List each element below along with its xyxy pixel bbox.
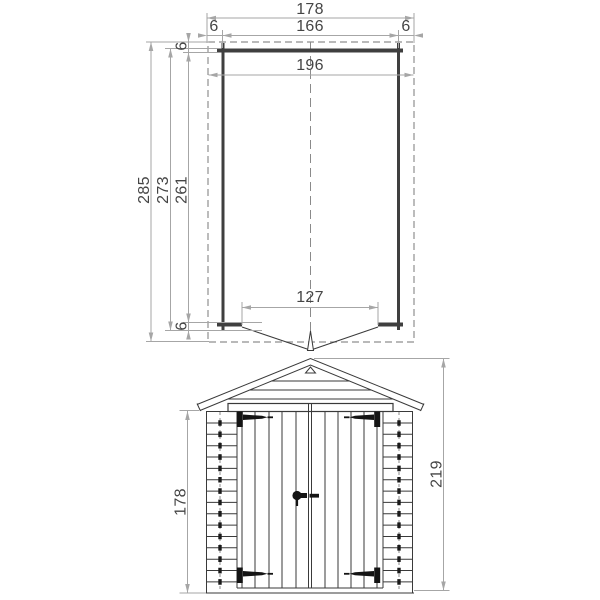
dim-inner-depth-label: 261	[173, 176, 191, 204]
dim-door-opening-label: 127	[296, 289, 324, 306]
gable-boards	[228, 381, 393, 399]
dim-rear-overhang-label: 6	[173, 41, 191, 51]
dim-wall-height-label: 178	[172, 488, 190, 516]
hinge-top-right-icon	[344, 412, 380, 428]
door-handle-icon	[292, 491, 319, 506]
dim-wall-thickness-left-label: 6	[209, 18, 219, 35]
plan-door-meeting-point	[308, 331, 314, 351]
dim-wall-thickness-right-label: 6	[401, 18, 411, 35]
door-planks	[255, 412, 364, 589]
dim-inner-width-label: 166	[296, 18, 324, 35]
hinge-bottom-right-icon	[344, 568, 380, 584]
dim-ridge-height-label: 219	[428, 460, 446, 488]
gable-vent-icon	[306, 367, 316, 373]
dim-roof-width-label: 196	[296, 57, 324, 74]
dim-outer-depth-label: 273	[155, 176, 172, 204]
dim-overall-width-label: 178	[296, 1, 324, 18]
front-elevation	[173, 359, 450, 594]
door-head-trim	[228, 404, 393, 412]
log-courses-left	[207, 423, 238, 582]
dim-total-depth-label: 285	[136, 176, 153, 204]
dim-front-overhang-label: 6	[173, 321, 191, 331]
plan-view	[136, 1, 423, 351]
